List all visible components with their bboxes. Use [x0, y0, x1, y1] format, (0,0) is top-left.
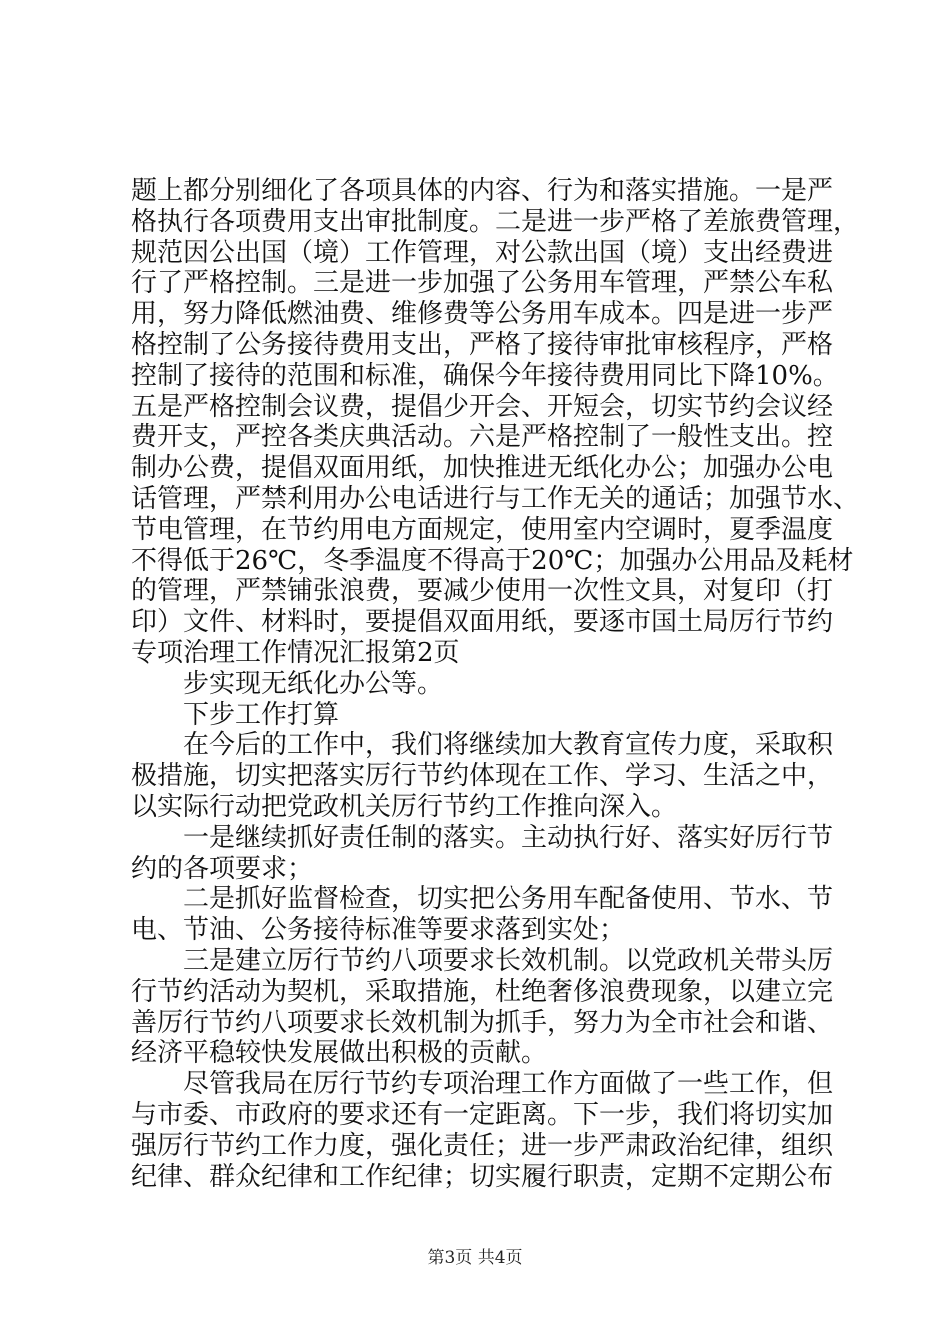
text-line: 二是抓好监督检查，切实把公务用车配备使用、节水、节 — [183, 884, 834, 915]
text-line: 强厉行节约工作力度，强化责任；进一步严肃政治纪律，组织 — [131, 1130, 834, 1161]
text-line: 行节约活动为契机，采取措施，杜绝奢侈浪费现象，以建立完 — [131, 976, 834, 1007]
text-line: 极措施，切实把落实厉行节约体现在工作、学习、生活之中， — [131, 761, 834, 792]
text-line: 以实际行动把党政机关厉行节约工作推向深入。 — [131, 791, 678, 822]
text-line: 制办公费，提倡双面用纸，加快推进无纸化办公；加强办公电 — [131, 453, 834, 484]
text-line: 下步工作打算 — [183, 699, 340, 730]
text-line: 控制了接待的范围和标准，确保今年接待费用同比下降10%。 — [131, 360, 839, 391]
text-line: 话管理，严禁利用办公电话进行与工作无关的通话；加强节水、 — [131, 483, 860, 514]
text-line: 步实现无纸化办公等。 — [183, 668, 444, 699]
text-line: 的管理，严禁铺张浪费，要减少使用一次性文具，对复印（打 — [131, 576, 834, 607]
text-line: 用，努力降低燃油费、维修费等公务用车成本。四是进一步严 — [131, 299, 834, 330]
text-line: 格执行各项费用支出审批制度。二是进一步严格了差旅费管理， — [131, 206, 860, 237]
text-line: 电、节油、公务接待标准等要求落到实处； — [131, 915, 626, 946]
text-line: 善厉行节约八项要求长效机制为抓手，努力为全市社会和谐、 — [131, 1007, 834, 1038]
text-line: 约的各项要求； — [131, 853, 314, 884]
text-line: 尽管我局在厉行节约专项治理工作方面做了一些工作，但 — [183, 1069, 834, 1100]
text-line: 在今后的工作中，我们将继续加大教育宣传力度，采取积 — [183, 730, 834, 761]
text-line: 五是严格控制会议费，提倡少开会、开短会，切实节约会议经 — [131, 391, 834, 422]
text-line: 节电管理，在节约用电方面规定，使用室内空调时，夏季温度 — [131, 514, 834, 545]
text-line: 题上都分别细化了各项具体的内容、行为和落实措施。一是严 — [131, 176, 834, 206]
text-line: 三是建立厉行节约八项要求长效机制。以党政机关带头厉 — [183, 945, 834, 976]
text-line: 专项治理工作情况汇报第2页 — [131, 637, 460, 668]
text-line: 一是继续抓好责任制的落实。主动执行好、落实好厉行节 — [183, 822, 834, 853]
text-line: 与市委、市政府的要求还有一定距离。下一步，我们将切实加 — [131, 1099, 834, 1130]
document-body — [131, 176, 860, 1192]
text-line: 印）文件、材料时，要提倡双面用纸，要逐市国土局厉行节约 — [131, 607, 834, 638]
text-line: 格控制了公务接待费用支出，严格了接待审批审核程序，严格 — [131, 329, 834, 360]
text-line: 不得低于26℃，冬季温度不得高于20℃；加强办公用品及耗材 — [131, 545, 854, 576]
text-line: 行了严格控制。三是进一步加强了公务用车管理，严禁公车私 — [131, 268, 834, 299]
text-line: 经济平稳较快发展做出积极的贡献。 — [131, 1038, 548, 1069]
text-line: 费开支，严控各类庆典活动。六是严格控制了一般性支出。控 — [131, 422, 834, 453]
text-line: 纪律、群众纪律和工作纪律；切实履行职责，定期不定期公布 — [131, 1161, 834, 1192]
text-line: 规范因公出国（境）工作管理，对公款出国（境）支出经费进 — [131, 237, 834, 268]
page-footer: 第3页 共4页 — [427, 1248, 523, 1268]
